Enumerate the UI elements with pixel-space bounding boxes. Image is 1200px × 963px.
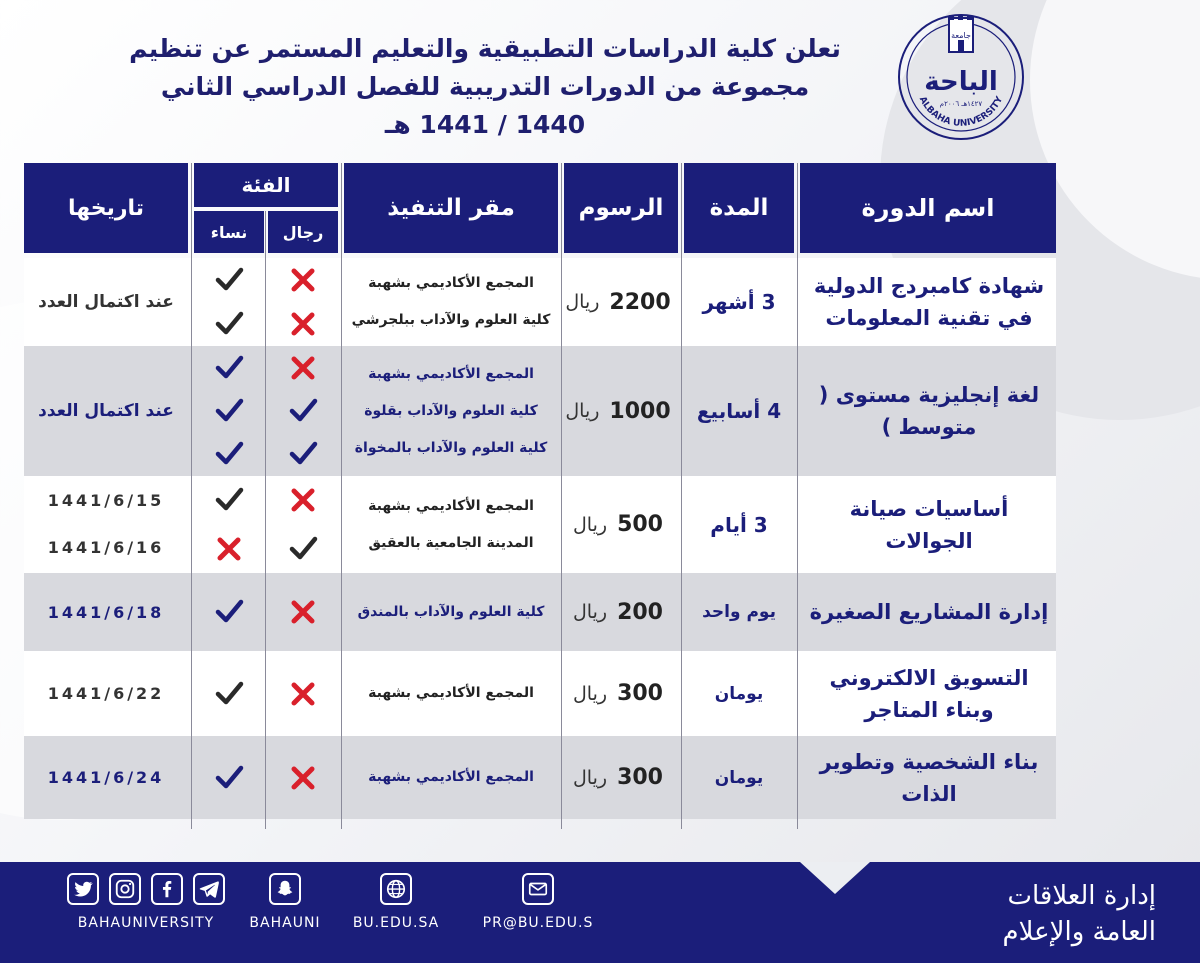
- course-date: 1441/6/24: [47, 768, 165, 787]
- check-icon: [212, 307, 246, 341]
- course-duration: يومان: [714, 767, 764, 788]
- course-name: بناء الشخصية وتطوير الذات: [819, 749, 1039, 806]
- cross-icon: [286, 595, 320, 629]
- course-name: التسويق الالكتروني وبناء المتاجر: [829, 665, 1029, 722]
- instagram-icon[interactable]: [109, 873, 141, 905]
- social-group-website: [340, 873, 452, 931]
- cross-icon: [286, 761, 320, 795]
- course-fee: 300 ريال: [573, 765, 663, 790]
- social-group-email: [468, 873, 608, 931]
- check-icon: [212, 595, 246, 629]
- header-date: تاريخها: [24, 163, 188, 253]
- check-icon: [286, 437, 320, 471]
- dept-line-2: العامة والإعلام: [1002, 917, 1156, 947]
- cross-icon: [286, 263, 320, 297]
- snapchat-icon[interactable]: [269, 873, 301, 905]
- course-date: 1441/6/18: [47, 602, 165, 622]
- logo-name-ar: الباحة: [924, 67, 998, 97]
- check-icon: [212, 761, 246, 795]
- header-category: الفئة: [194, 163, 338, 207]
- logo-name-en: ALBAHA UNIVERSITY: [916, 95, 1006, 129]
- department-name: [956, 878, 1156, 950]
- course-date: عند اكتمال العدد: [38, 292, 174, 312]
- snapchat-handle[interactable]: BAHAUNI: [249, 915, 321, 931]
- course-fee: 2200 ريال: [565, 289, 671, 315]
- twitter-icon[interactable]: [67, 873, 99, 905]
- course-duration: يوم واحد: [702, 602, 776, 622]
- course-name: أساسيات صيانة الجوالات: [849, 496, 1009, 553]
- footer-notch: [800, 862, 870, 894]
- announcement-title: [100, 30, 870, 144]
- course-duration: 3 أيام: [710, 512, 768, 537]
- university-logo: [896, 12, 1026, 142]
- course-fee: 200 ريال: [573, 599, 663, 625]
- social-group-main: [66, 873, 226, 931]
- header-course: اسم الدورة: [800, 163, 1056, 253]
- course-locations: المجمع الأكاديمي بشهبة كلية العلوم والآداب ببلجرشي: [351, 275, 551, 328]
- course-date: 1441/6/16: [47, 537, 165, 557]
- course-locations: المجمع الأكاديمي بشهبة: [368, 769, 534, 785]
- website-link[interactable]: BU.EDU.SA: [352, 915, 440, 931]
- social-handle[interactable]: BAHAUNIVERSITY: [77, 915, 215, 931]
- course-locations: المجمع الأكاديمي بشهبة كلية العلوم والآداب بقلوة كلية العلوم والآداب بالمخواة: [354, 365, 548, 456]
- course-fee: 1000 ريال: [565, 398, 671, 424]
- cross-icon: [286, 307, 320, 341]
- check-icon: [286, 532, 320, 566]
- course-duration: 4 أسابيع: [696, 399, 782, 423]
- logo-top-text: جامعة: [951, 31, 971, 40]
- course-duration: يومان: [714, 683, 764, 704]
- cross-icon: [212, 532, 246, 566]
- course-locations: المجمع الأكاديمي بشهبة المدينة الجامعية بالعقيق: [368, 497, 534, 551]
- check-icon: [212, 483, 246, 517]
- academic-year: 1440 / 1441 هـ: [384, 110, 586, 139]
- email-link[interactable]: PR@BU.EDU.S: [482, 915, 594, 931]
- course-name: شهادة كامبردج الدولية في تقنية المعلومات: [813, 274, 1045, 330]
- course-date: 1441/6/22: [47, 684, 165, 703]
- header-women: نساء: [194, 211, 264, 253]
- check-icon: [212, 263, 246, 297]
- title-line-1: تعلن كلية الدراسات التطبيقية والتعليم المستمر عن تنظيم: [129, 34, 841, 63]
- dept-line-1: إدارة العلاقات: [1007, 881, 1156, 911]
- check-icon: [286, 394, 320, 428]
- cross-icon: [286, 677, 320, 711]
- cross-icon: [286, 351, 320, 385]
- header-duration: المدة: [684, 163, 794, 253]
- check-icon: [212, 437, 246, 471]
- cross-icon: [286, 483, 320, 517]
- logo-year: ١٤٢٧هـ ٢٠٠٦م: [939, 100, 983, 108]
- telegram-icon[interactable]: [193, 873, 225, 905]
- check-icon: [212, 351, 246, 385]
- facebook-icon[interactable]: [151, 873, 183, 905]
- course-name: إدارة المشاريع الصغيرة: [809, 600, 1049, 624]
- title-line-2: مجموعة من الدورات التدريبية للفصل الدراسي الثاني: [160, 72, 810, 101]
- course-duration: 3 أشهر: [702, 290, 776, 314]
- course-date: عند اكتمال العدد: [38, 401, 174, 421]
- course-locations: المجمع الأكاديمي بشهبة: [368, 685, 534, 701]
- social-group-snapchat: [240, 873, 330, 931]
- course-fee: 500 ريال: [573, 512, 663, 537]
- check-icon: [212, 677, 246, 711]
- header-location: مقر التنفيذ: [344, 163, 558, 253]
- mail-icon[interactable]: [522, 873, 554, 905]
- check-icon: [212, 394, 246, 428]
- course-name: لغة إنجليزية مستوى ( متوسط ): [818, 383, 1040, 439]
- course-locations: كلية العلوم والآداب بالمندق: [357, 603, 545, 620]
- header-men: رجال: [268, 211, 338, 253]
- course-fee: 300 ريال: [573, 681, 663, 706]
- course-date: 1441/6/15: [47, 490, 165, 510]
- courses-table: [24, 163, 1056, 819]
- globe-icon[interactable]: [380, 873, 412, 905]
- header-fees: الرسوم: [564, 163, 678, 253]
